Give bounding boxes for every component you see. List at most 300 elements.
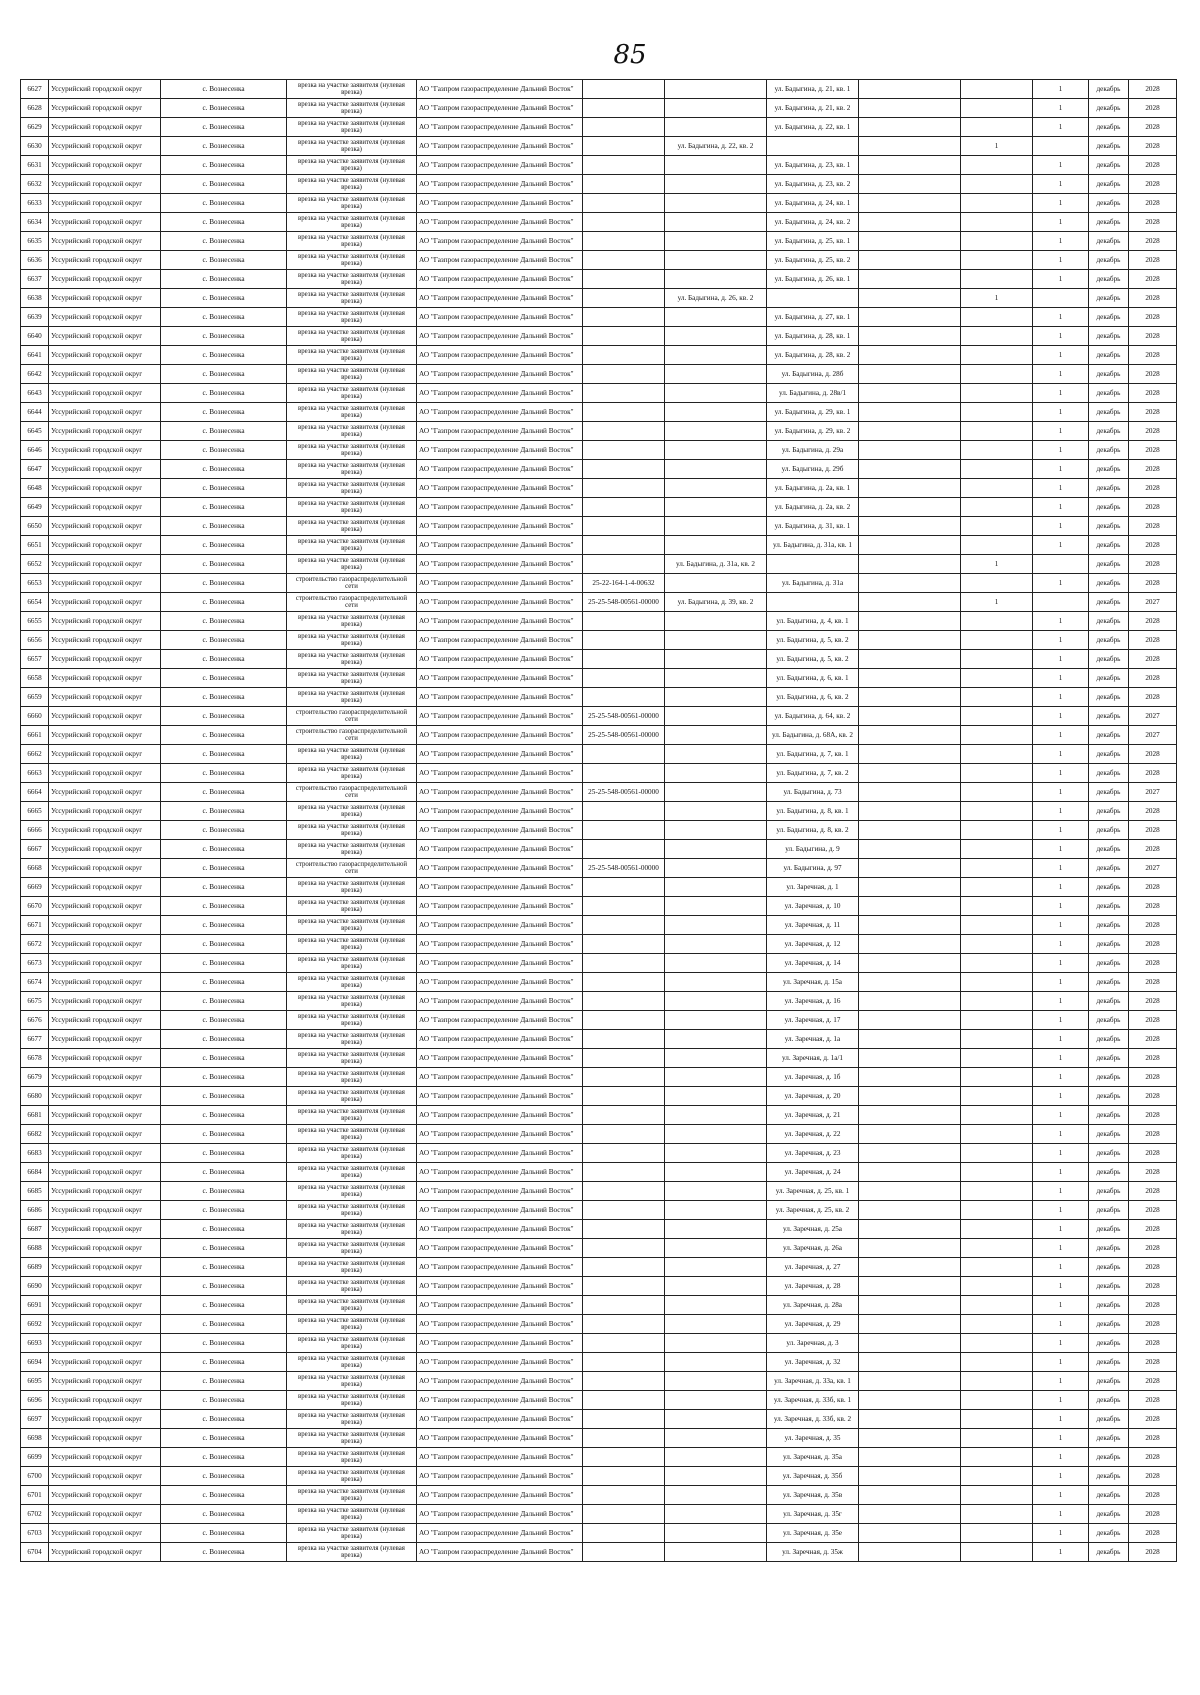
settlement-cell: с. Вознесенка xyxy=(161,897,287,916)
settlement-cell: с. Вознесенка xyxy=(161,156,287,175)
month-cell: декабрь xyxy=(1089,1296,1129,1315)
work-type-cell: врезка на участке заявителя (нулевая врезка) xyxy=(287,631,417,650)
quantity-a-cell xyxy=(961,1030,1033,1049)
address-a-cell xyxy=(665,783,767,802)
work-type-cell: врезка на участке заявителя (нулевая врезка) xyxy=(287,1239,417,1258)
district-cell: Уссурийский городской округ xyxy=(49,1068,161,1087)
year-cell: 2028 xyxy=(1129,1144,1177,1163)
row-number: 6636 xyxy=(21,251,49,270)
table-row xyxy=(21,99,1177,118)
district-cell: Уссурийский городской округ xyxy=(49,650,161,669)
quantity-b-cell: 1 xyxy=(1033,1220,1089,1239)
quantity-a-cell xyxy=(961,270,1033,289)
address-a-cell xyxy=(665,441,767,460)
table-row xyxy=(21,555,1177,574)
address-a-cell xyxy=(665,1239,767,1258)
row-number: 6694 xyxy=(21,1353,49,1372)
permit-number-cell xyxy=(583,897,665,916)
row-number: 6674 xyxy=(21,973,49,992)
quantity-a-cell xyxy=(961,1258,1033,1277)
work-type-cell: строительство газораспределительной сети xyxy=(287,707,417,726)
permit-number-cell xyxy=(583,1334,665,1353)
month-cell: декабрь xyxy=(1089,80,1129,99)
permit-number-cell xyxy=(583,1543,665,1562)
year-cell: 2028 xyxy=(1129,631,1177,650)
organization-cell: АО "Газпром газораспределение Дальний Восток" xyxy=(417,726,583,745)
organization-cell: АО "Газпром газораспределение Дальний Восток" xyxy=(417,1125,583,1144)
table-row xyxy=(21,308,1177,327)
blank-cell xyxy=(859,1239,961,1258)
permit-number-cell xyxy=(583,327,665,346)
row-number: 6675 xyxy=(21,992,49,1011)
settlement-cell: с. Вознесенка xyxy=(161,1296,287,1315)
row-number: 6634 xyxy=(21,213,49,232)
organization-cell: АО "Газпром газораспределение Дальний Восток" xyxy=(417,270,583,289)
year-cell: 2028 xyxy=(1129,1353,1177,1372)
address-a-cell xyxy=(665,1524,767,1543)
row-number: 6640 xyxy=(21,327,49,346)
organization-cell: АО "Газпром газораспределение Дальний Восток" xyxy=(417,308,583,327)
address-b-cell: ул. Заречная, д. 24 xyxy=(767,1163,859,1182)
settlement-cell: с. Вознесенка xyxy=(161,80,287,99)
year-cell: 2028 xyxy=(1129,1201,1177,1220)
quantity-a-cell xyxy=(961,365,1033,384)
blank-cell xyxy=(859,441,961,460)
row-number: 6676 xyxy=(21,1011,49,1030)
permit-number-cell xyxy=(583,650,665,669)
table-row xyxy=(21,726,1177,745)
table-row xyxy=(21,1334,1177,1353)
quantity-a-cell xyxy=(961,669,1033,688)
blank-cell xyxy=(859,1201,961,1220)
row-number: 6633 xyxy=(21,194,49,213)
district-cell: Уссурийский городской округ xyxy=(49,1353,161,1372)
row-number: 6649 xyxy=(21,498,49,517)
year-cell: 2028 xyxy=(1129,213,1177,232)
quantity-a-cell xyxy=(961,612,1033,631)
quantity-b-cell: 1 xyxy=(1033,422,1089,441)
month-cell: декабрь xyxy=(1089,384,1129,403)
month-cell: декабрь xyxy=(1089,1087,1129,1106)
quantity-b-cell: 1 xyxy=(1033,156,1089,175)
quantity-a-cell xyxy=(961,194,1033,213)
quantity-b-cell xyxy=(1033,137,1089,156)
address-a-cell xyxy=(665,859,767,878)
quantity-b-cell: 1 xyxy=(1033,935,1089,954)
organization-cell: АО "Газпром газораспределение Дальний Восток" xyxy=(417,1505,583,1524)
organization-cell: АО "Газпром газораспределение Дальний Восток" xyxy=(417,1144,583,1163)
blank-cell xyxy=(859,935,961,954)
address-b-cell: ул. Заречная, д. 12 xyxy=(767,935,859,954)
work-type-cell: врезка на участке заявителя (нулевая врезка) xyxy=(287,878,417,897)
work-type-cell: врезка на участке заявителя (нулевая врезка) xyxy=(287,688,417,707)
month-cell: декабрь xyxy=(1089,973,1129,992)
work-type-cell: врезка на участке заявителя (нулевая врезка) xyxy=(287,1087,417,1106)
blank-cell xyxy=(859,232,961,251)
work-type-cell: врезка на участке заявителя (нулевая врезка) xyxy=(287,536,417,555)
address-b-cell: ул. Бадыгина, д. 68А, кв. 2 xyxy=(767,726,859,745)
district-cell: Уссурийский городской округ xyxy=(49,1049,161,1068)
table-row xyxy=(21,1315,1177,1334)
month-cell: декабрь xyxy=(1089,1182,1129,1201)
settlement-cell: с. Вознесенка xyxy=(161,536,287,555)
address-a-cell xyxy=(665,1410,767,1429)
year-cell: 2028 xyxy=(1129,441,1177,460)
district-cell: Уссурийский городской округ xyxy=(49,973,161,992)
quantity-b-cell: 1 xyxy=(1033,745,1089,764)
work-type-cell: врезка на участке заявителя (нулевая врезка) xyxy=(287,460,417,479)
row-number: 6665 xyxy=(21,802,49,821)
address-b-cell: ул. Заречная, д. 28 xyxy=(767,1277,859,1296)
row-number: 6689 xyxy=(21,1258,49,1277)
settlement-cell: с. Вознесенка xyxy=(161,137,287,156)
address-a-cell xyxy=(665,479,767,498)
district-cell: Уссурийский городской округ xyxy=(49,669,161,688)
settlement-cell: с. Вознесенка xyxy=(161,1144,287,1163)
organization-cell: АО "Газпром газораспределение Дальний Восток" xyxy=(417,1277,583,1296)
blank-cell xyxy=(859,707,961,726)
settlement-cell: с. Вознесенка xyxy=(161,973,287,992)
row-number: 6628 xyxy=(21,99,49,118)
settlement-cell: с. Вознесенка xyxy=(161,1429,287,1448)
quantity-a-cell xyxy=(961,574,1033,593)
address-a-cell xyxy=(665,1182,767,1201)
year-cell: 2027 xyxy=(1129,593,1177,612)
work-type-cell: врезка на участке заявителя (нулевая врезка) xyxy=(287,1353,417,1372)
work-type-cell: врезка на участке заявителя (нулевая врезка) xyxy=(287,80,417,99)
row-number: 6692 xyxy=(21,1315,49,1334)
work-type-cell: врезка на участке заявителя (нулевая врезка) xyxy=(287,1106,417,1125)
address-b-cell xyxy=(767,555,859,574)
quantity-a-cell xyxy=(961,1220,1033,1239)
year-cell: 2028 xyxy=(1129,289,1177,308)
organization-cell: АО "Газпром газораспределение Дальний Восток" xyxy=(417,916,583,935)
organization-cell: АО "Газпром газораспределение Дальний Восток" xyxy=(417,422,583,441)
year-cell: 2028 xyxy=(1129,403,1177,422)
organization-cell: АО "Газпром газораспределение Дальний Восток" xyxy=(417,460,583,479)
address-a-cell xyxy=(665,327,767,346)
row-number: 6632 xyxy=(21,175,49,194)
work-type-cell: врезка на участке заявителя (нулевая врезка) xyxy=(287,1410,417,1429)
row-number: 6659 xyxy=(21,688,49,707)
month-cell: декабрь xyxy=(1089,954,1129,973)
month-cell: декабрь xyxy=(1089,422,1129,441)
blank-cell xyxy=(859,1182,961,1201)
blank-cell xyxy=(859,916,961,935)
address-a-cell xyxy=(665,1543,767,1562)
quantity-a-cell xyxy=(961,631,1033,650)
work-type-cell: врезка на участке заявителя (нулевая врезка) xyxy=(287,137,417,156)
district-cell: Уссурийский городской округ xyxy=(49,1258,161,1277)
row-number: 6656 xyxy=(21,631,49,650)
address-a-cell xyxy=(665,346,767,365)
month-cell: декабрь xyxy=(1089,1410,1129,1429)
month-cell: декабрь xyxy=(1089,802,1129,821)
year-cell: 2028 xyxy=(1129,232,1177,251)
month-cell: декабрь xyxy=(1089,1543,1129,1562)
row-number: 6696 xyxy=(21,1391,49,1410)
address-a-cell xyxy=(665,612,767,631)
year-cell: 2027 xyxy=(1129,783,1177,802)
blank-cell xyxy=(859,1543,961,1562)
work-type-cell: врезка на участке заявителя (нулевая врезка) xyxy=(287,194,417,213)
settlement-cell: с. Вознесенка xyxy=(161,1315,287,1334)
organization-cell: АО "Газпром газораспределение Дальний Восток" xyxy=(417,1410,583,1429)
quantity-a-cell xyxy=(961,403,1033,422)
work-type-cell: врезка на участке заявителя (нулевая врезка) xyxy=(287,1524,417,1543)
year-cell: 2028 xyxy=(1129,422,1177,441)
quantity-b-cell: 1 xyxy=(1033,175,1089,194)
row-number: 6643 xyxy=(21,384,49,403)
blank-cell xyxy=(859,593,961,612)
permit-number-cell: 25-25-548-00561-00000 xyxy=(583,783,665,802)
table-row xyxy=(21,1163,1177,1182)
quantity-a-cell xyxy=(961,327,1033,346)
work-type-cell: врезка на участке заявителя (нулевая врезка) xyxy=(287,821,417,840)
month-cell: декабрь xyxy=(1089,536,1129,555)
organization-cell: АО "Газпром газораспределение Дальний Восток" xyxy=(417,1030,583,1049)
address-b-cell: ул. Бадыгина, д. 28, кв. 1 xyxy=(767,327,859,346)
organization-cell: АО "Газпром газораспределение Дальний Восток" xyxy=(417,1049,583,1068)
permit-number-cell xyxy=(583,517,665,536)
blank-cell xyxy=(859,175,961,194)
permit-number-cell xyxy=(583,1277,665,1296)
row-number: 6672 xyxy=(21,935,49,954)
district-cell: Уссурийский городской округ xyxy=(49,137,161,156)
row-number: 6641 xyxy=(21,346,49,365)
row-number: 6697 xyxy=(21,1410,49,1429)
quantity-b-cell: 1 xyxy=(1033,1467,1089,1486)
work-type-cell: врезка на участке заявителя (нулевая врезка) xyxy=(287,99,417,118)
address-a-cell xyxy=(665,1429,767,1448)
work-type-cell: строительство газораспределительной сети xyxy=(287,859,417,878)
quantity-a-cell xyxy=(961,707,1033,726)
permit-number-cell xyxy=(583,270,665,289)
address-b-cell: ул. Заречная, д. 14 xyxy=(767,954,859,973)
address-a-cell xyxy=(665,935,767,954)
quantity-a-cell: 1 xyxy=(961,555,1033,574)
row-number: 6671 xyxy=(21,916,49,935)
month-cell: декабрь xyxy=(1089,1239,1129,1258)
quantity-a-cell xyxy=(961,821,1033,840)
month-cell: декабрь xyxy=(1089,1391,1129,1410)
district-cell: Уссурийский городской округ xyxy=(49,783,161,802)
permit-number-cell xyxy=(583,118,665,137)
quantity-b-cell: 1 xyxy=(1033,1125,1089,1144)
year-cell: 2028 xyxy=(1129,1011,1177,1030)
work-type-cell: врезка на участке заявителя (нулевая врезка) xyxy=(287,745,417,764)
address-b-cell: ул. Бадыгина, д. 28б xyxy=(767,365,859,384)
quantity-b-cell: 1 xyxy=(1033,327,1089,346)
address-b-cell: ул. Бадыгина, д. 4, кв. 1 xyxy=(767,612,859,631)
quantity-a-cell xyxy=(961,897,1033,916)
year-cell: 2028 xyxy=(1129,1448,1177,1467)
blank-cell xyxy=(859,1353,961,1372)
table-row xyxy=(21,1049,1177,1068)
address-b-cell: ул. Заречная, д. 35г xyxy=(767,1505,859,1524)
row-number: 6673 xyxy=(21,954,49,973)
permit-number-cell xyxy=(583,821,665,840)
month-cell: декабрь xyxy=(1089,1125,1129,1144)
quantity-a-cell xyxy=(961,1182,1033,1201)
quantity-b-cell: 1 xyxy=(1033,1087,1089,1106)
year-cell: 2028 xyxy=(1129,118,1177,137)
quantity-a-cell xyxy=(961,1448,1033,1467)
settlement-cell: с. Вознесенка xyxy=(161,213,287,232)
month-cell: декабрь xyxy=(1089,1258,1129,1277)
district-cell: Уссурийский городской округ xyxy=(49,1372,161,1391)
quantity-b-cell: 1 xyxy=(1033,612,1089,631)
address-b-cell: ул. Заречная, д. 35б xyxy=(767,1467,859,1486)
address-b-cell: ул. Бадыгина, д. 24, кв. 2 xyxy=(767,213,859,232)
work-type-cell: врезка на участке заявителя (нулевая врезка) xyxy=(287,479,417,498)
settlement-cell: с. Вознесенка xyxy=(161,1239,287,1258)
table-row xyxy=(21,346,1177,365)
quantity-a-cell xyxy=(961,916,1033,935)
district-cell: Уссурийский городской округ xyxy=(49,1125,161,1144)
address-b-cell: ул. Бадыгина, д. 7, кв. 1 xyxy=(767,745,859,764)
address-b-cell: ул. Заречная, д. 35в xyxy=(767,1486,859,1505)
blank-cell xyxy=(859,1106,961,1125)
year-cell: 2028 xyxy=(1129,878,1177,897)
quantity-b-cell: 1 xyxy=(1033,80,1089,99)
work-type-cell: врезка на участке заявителя (нулевая врезка) xyxy=(287,384,417,403)
blank-cell xyxy=(859,1429,961,1448)
row-number: 6702 xyxy=(21,1505,49,1524)
address-b-cell xyxy=(767,593,859,612)
quantity-b-cell: 1 xyxy=(1033,498,1089,517)
permit-number-cell xyxy=(583,289,665,308)
district-cell: Уссурийский городской округ xyxy=(49,422,161,441)
district-cell: Уссурийский городской округ xyxy=(49,802,161,821)
month-cell: декабрь xyxy=(1089,745,1129,764)
work-type-cell: врезка на участке заявителя (нулевая врезка) xyxy=(287,1030,417,1049)
table-row xyxy=(21,422,1177,441)
blank-cell xyxy=(859,973,961,992)
permit-number-cell xyxy=(583,802,665,821)
permit-number-cell xyxy=(583,1372,665,1391)
organization-cell: АО "Газпром газораспределение Дальний Восток" xyxy=(417,365,583,384)
year-cell: 2028 xyxy=(1129,479,1177,498)
month-cell: декабрь xyxy=(1089,783,1129,802)
permit-number-cell xyxy=(583,308,665,327)
settlement-cell: с. Вознесенка xyxy=(161,1182,287,1201)
month-cell: декабрь xyxy=(1089,1353,1129,1372)
address-b-cell: ул. Бадыгина, д. 31а, кв. 1 xyxy=(767,536,859,555)
year-cell: 2028 xyxy=(1129,745,1177,764)
row-number: 6645 xyxy=(21,422,49,441)
quantity-b-cell xyxy=(1033,555,1089,574)
year-cell: 2028 xyxy=(1129,992,1177,1011)
settlement-cell: с. Вознесенка xyxy=(161,745,287,764)
quantity-a-cell xyxy=(961,498,1033,517)
year-cell: 2028 xyxy=(1129,251,1177,270)
quantity-a-cell xyxy=(961,783,1033,802)
work-type-cell: врезка на участке заявителя (нулевая врезка) xyxy=(287,175,417,194)
quantity-b-cell: 1 xyxy=(1033,1448,1089,1467)
address-a-cell xyxy=(665,1353,767,1372)
row-number: 6662 xyxy=(21,745,49,764)
quantity-b-cell: 1 xyxy=(1033,1372,1089,1391)
address-a-cell xyxy=(665,1011,767,1030)
year-cell: 2027 xyxy=(1129,707,1177,726)
row-number: 6664 xyxy=(21,783,49,802)
month-cell: декабрь xyxy=(1089,764,1129,783)
quantity-a-cell xyxy=(961,479,1033,498)
work-type-cell: врезка на участке заявителя (нулевая врезка) xyxy=(287,802,417,821)
work-type-cell: врезка на участке заявителя (нулевая врезка) xyxy=(287,612,417,631)
quantity-a-cell xyxy=(961,802,1033,821)
year-cell: 2028 xyxy=(1129,1049,1177,1068)
row-number: 6627 xyxy=(21,80,49,99)
district-cell: Уссурийский городской округ xyxy=(49,517,161,536)
settlement-cell: с. Вознесенка xyxy=(161,365,287,384)
quantity-a-cell xyxy=(961,441,1033,460)
address-b-cell: ул. Заречная, д. 35 xyxy=(767,1429,859,1448)
settlement-cell: с. Вознесенка xyxy=(161,251,287,270)
blank-cell xyxy=(859,251,961,270)
address-a-cell xyxy=(665,916,767,935)
address-a-cell xyxy=(665,897,767,916)
settlement-cell: с. Вознесенка xyxy=(161,498,287,517)
address-b-cell: ул. Бадыгина, д. 31а xyxy=(767,574,859,593)
address-a-cell: ул. Бадыгина, д. 31а, кв. 2 xyxy=(665,555,767,574)
quantity-b-cell: 1 xyxy=(1033,821,1089,840)
year-cell: 2028 xyxy=(1129,669,1177,688)
organization-cell: АО "Газпром газораспределение Дальний Восток" xyxy=(417,99,583,118)
permit-number-cell xyxy=(583,745,665,764)
table-row xyxy=(21,1410,1177,1429)
organization-cell: АО "Газпром газораспределение Дальний Восток" xyxy=(417,1353,583,1372)
quantity-a-cell xyxy=(961,764,1033,783)
quantity-a-cell xyxy=(961,935,1033,954)
table-row xyxy=(21,1353,1177,1372)
blank-cell xyxy=(859,498,961,517)
address-b-cell: ул. Бадыгина, д. 8, кв. 1 xyxy=(767,802,859,821)
year-cell: 2028 xyxy=(1129,384,1177,403)
organization-cell: АО "Газпром газораспределение Дальний Восток" xyxy=(417,1391,583,1410)
address-a-cell xyxy=(665,707,767,726)
quantity-b-cell: 1 xyxy=(1033,194,1089,213)
district-cell: Уссурийский городской округ xyxy=(49,1239,161,1258)
organization-cell: АО "Газпром газораспределение Дальний Восток" xyxy=(417,346,583,365)
permit-number-cell xyxy=(583,1220,665,1239)
table-row xyxy=(21,707,1177,726)
address-b-cell: ул. Бадыгина, д. 24, кв. 1 xyxy=(767,194,859,213)
permit-number-cell xyxy=(583,1315,665,1334)
year-cell: 2028 xyxy=(1129,574,1177,593)
blank-cell xyxy=(859,631,961,650)
month-cell: декабрь xyxy=(1089,137,1129,156)
row-number: 6669 xyxy=(21,878,49,897)
address-a-cell xyxy=(665,1315,767,1334)
address-b-cell: ул. Заречная, д. 10 xyxy=(767,897,859,916)
work-type-cell: врезка на участке заявителя (нулевая врезка) xyxy=(287,1334,417,1353)
settlement-cell: с. Вознесенка xyxy=(161,1391,287,1410)
settlement-cell: с. Вознесенка xyxy=(161,1467,287,1486)
table-row xyxy=(21,688,1177,707)
organization-cell: АО "Газпром газораспределение Дальний Восток" xyxy=(417,555,583,574)
blank-cell xyxy=(859,954,961,973)
organization-cell: АО "Газпром газораспределение Дальний Восток" xyxy=(417,1011,583,1030)
quantity-b-cell: 1 xyxy=(1033,840,1089,859)
permit-number-cell xyxy=(583,916,665,935)
district-cell: Уссурийский городской округ xyxy=(49,1467,161,1486)
year-cell: 2028 xyxy=(1129,821,1177,840)
permit-number-cell xyxy=(583,1410,665,1429)
blank-cell xyxy=(859,764,961,783)
work-type-cell: врезка на участке заявителя (нулевая врезка) xyxy=(287,1372,417,1391)
